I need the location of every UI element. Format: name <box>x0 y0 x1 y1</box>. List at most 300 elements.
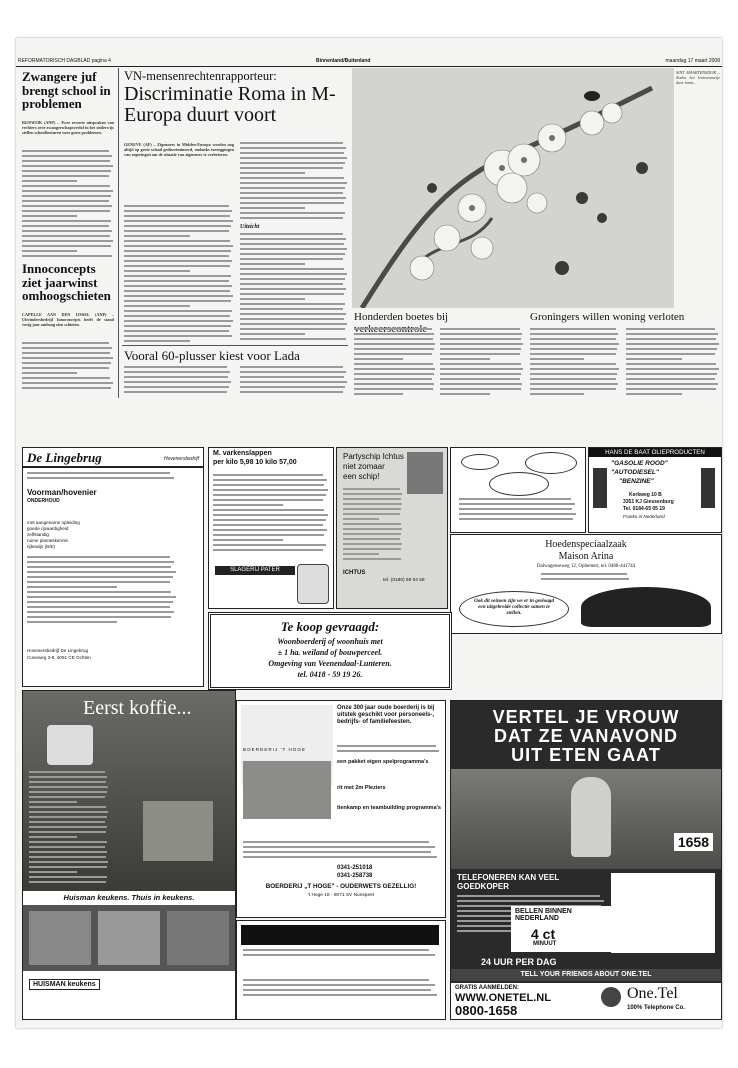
bullet: goede rijvaardigheid <box>27 526 69 531</box>
text-line <box>240 323 347 325</box>
main-body-col1 <box>124 205 234 345</box>
text-line <box>240 253 345 255</box>
headline-groningers: Groningers willen woning verloten <box>530 311 685 323</box>
text-line <box>22 235 110 237</box>
party-body <box>343 488 403 564</box>
text-line <box>243 984 435 986</box>
text-line <box>27 561 174 563</box>
ad-te-koop <box>208 612 452 690</box>
text-line <box>459 508 572 510</box>
text-line <box>22 362 111 364</box>
text-line <box>22 245 111 247</box>
coffee-cups-icon <box>47 725 93 765</box>
text-line <box>213 509 324 511</box>
body-groningers1 <box>530 328 620 398</box>
text-line <box>27 566 171 568</box>
headline-zwangere: Zwangere juf brengt school in problemen <box>22 69 111 112</box>
text-line <box>29 771 105 773</box>
body-boetes1 <box>354 328 436 398</box>
text-line <box>440 393 490 395</box>
text-line <box>354 363 433 365</box>
hoeden-stamp: Ook dit seizoen zijn we er in gesloagd een uitgebreide collectie samen te stellen. <box>459 591 569 627</box>
text-line <box>27 621 117 623</box>
text-line <box>124 235 190 237</box>
body-groningers2 <box>626 328 720 398</box>
text-line <box>124 285 232 287</box>
onetel-open: 24 UUR PER DAG <box>481 957 557 967</box>
text-line <box>22 165 113 167</box>
aansprakelijk-body2 <box>243 979 439 1003</box>
price-list <box>213 474 329 558</box>
text-line <box>354 348 434 350</box>
onetel-free: GRATIS AANMELDEN: <box>455 985 519 991</box>
onetel-h1: VERTEL JE VROUW <box>492 707 680 727</box>
text-line <box>124 220 233 222</box>
text-line <box>124 265 230 267</box>
text-line <box>27 606 170 608</box>
lingebrug-address: Cuneweg 3-8, 4051 CE Ochten <box>27 655 91 660</box>
column-rule <box>118 68 119 398</box>
text-line <box>240 303 345 305</box>
pig-icon <box>297 564 329 604</box>
blossom-image <box>352 68 674 308</box>
onetel-bellen-box <box>511 906 611 952</box>
main-lead: GENEVE (AP) – Zigeuners in Midden-Europa worden nog altijd op grote schaal gediscrimineerd, ondanks toezeggingen van regeringen om de situatie van zigeuners te verbeteren. <box>124 142 234 157</box>
ad-onetel <box>450 700 722 1020</box>
koop-l2: ± 1 ha. weiland of bouwperceel. <box>277 648 383 657</box>
text-line <box>27 576 173 578</box>
bullet: zelfstandig <box>27 532 49 537</box>
text-line <box>240 391 343 393</box>
text-line <box>354 373 434 375</box>
text-line <box>240 333 305 335</box>
text-line <box>22 150 109 152</box>
body-lada2 <box>240 366 348 396</box>
text-line <box>240 177 344 179</box>
text-line <box>27 596 176 598</box>
onetel-web: WWW.ONETEL.NL <box>455 992 551 1004</box>
text-line <box>541 573 627 575</box>
text-line <box>29 881 106 883</box>
photo-caption: SINT MAARTENSDIJK – Zodra het lentezonnetje door komt... <box>676 70 720 85</box>
text-line <box>22 195 111 197</box>
text-line <box>440 368 523 370</box>
onetel-tell: TELL YOUR FRIENDS ABOUT ONE.TEL <box>451 969 721 981</box>
bullet: met aangename opleiding <box>27 520 80 525</box>
text-line <box>440 363 521 365</box>
text-line <box>343 503 402 505</box>
text-line <box>626 383 718 385</box>
text-line <box>240 167 343 169</box>
text-line <box>626 368 719 370</box>
text-line <box>530 353 616 355</box>
varkens-title: M. varkenslappen <box>213 450 272 457</box>
text-line <box>541 578 629 580</box>
page-header <box>16 58 722 67</box>
aansprakelijk-body1 <box>243 949 439 963</box>
onetel-logo: One.Tel <box>627 985 678 1002</box>
ad-huisman-keukens <box>22 690 236 1020</box>
ad-lingebrug <box>22 447 204 687</box>
text-line <box>530 338 616 340</box>
text-line <box>29 826 107 828</box>
text-line <box>343 508 401 510</box>
text-line <box>124 366 227 368</box>
text-line <box>354 338 433 340</box>
onetel-logo2: 100% Telephone Co. <box>627 1005 685 1011</box>
text-line <box>240 207 305 209</box>
text-line <box>124 250 231 252</box>
ship-photo <box>407 452 443 494</box>
farm-photo <box>243 761 331 819</box>
text-line <box>213 519 326 521</box>
text-line <box>27 581 170 583</box>
text-line <box>22 160 110 162</box>
text-line <box>530 328 616 330</box>
farm-fax: 0341-258738 <box>337 873 373 879</box>
body-lada1 <box>124 366 232 396</box>
aansprakelijkheid-title <box>241 925 439 945</box>
text-line <box>240 268 344 270</box>
bubble-icon <box>525 452 577 474</box>
text-line <box>240 338 346 340</box>
text-line <box>213 499 323 501</box>
text-line <box>459 518 573 520</box>
text-line <box>240 258 343 260</box>
party-t3: een schip! <box>343 472 380 481</box>
lingebrug-sub: Hovenersbedrijf <box>163 456 199 462</box>
text-line <box>343 518 379 520</box>
text-line <box>124 240 230 242</box>
text-line <box>124 310 232 312</box>
text-line <box>240 243 344 245</box>
text-line <box>343 523 401 525</box>
headline-innoconcepts: Innoconcepts ziet jaarwinst omhoogschieten <box>22 261 111 304</box>
text-line <box>27 611 174 613</box>
text-line <box>29 791 107 793</box>
text-line <box>626 373 717 375</box>
onetel-rate-table <box>611 873 715 953</box>
text-line <box>354 388 433 390</box>
text-line <box>27 477 174 479</box>
text-line <box>440 373 521 375</box>
kitchen-unit <box>143 801 213 861</box>
koop-tel: tel. 0418 - 59 19 26. <box>297 670 363 679</box>
text-line <box>240 142 343 144</box>
farm-headline: Onze 300 jaar oude boerderij is bij uitstek geschikt voor personeels-, bedrijfs- of familiefeesten. <box>337 705 435 725</box>
text-line <box>213 544 326 546</box>
text-line <box>459 513 576 515</box>
text-line <box>240 313 346 315</box>
ad-slagerij <box>208 447 334 609</box>
lead-zwangere: RIJSWIJK (ANP) – Twee recente uitspraken van rechters over zwangerschapsverlof in het onderwijs stellen schoolbesturen voor grote problemen. <box>22 120 114 135</box>
text-line <box>29 801 77 803</box>
headline-lada: Vooral 60-plusser kiest voor Lada <box>124 348 300 363</box>
lingebrug-intro <box>27 472 177 486</box>
text-line <box>22 215 77 217</box>
text-line <box>213 529 327 531</box>
text-line <box>343 543 402 545</box>
text-line <box>27 472 170 474</box>
text-line <box>29 851 107 853</box>
koop-title: Te koop gevraagd: <box>280 619 380 634</box>
text-line <box>29 871 77 873</box>
text-line <box>337 750 439 752</box>
text-line <box>343 488 400 490</box>
text-line <box>124 391 227 393</box>
text-line <box>29 811 108 813</box>
text-line <box>626 358 682 360</box>
text-line <box>243 989 431 991</box>
text-line <box>530 363 616 365</box>
text-line <box>213 489 328 491</box>
text-line <box>29 831 106 833</box>
text-line <box>440 383 522 385</box>
text-line <box>124 280 229 282</box>
text-line <box>243 979 429 981</box>
main-body-col2 <box>240 142 348 222</box>
slagerij-logo: SLAGERIJ PATER <box>215 566 295 575</box>
farm-body <box>243 841 439 861</box>
text-line <box>29 781 106 783</box>
party-t2: niet zomaar <box>343 462 385 471</box>
text-line <box>626 338 716 340</box>
text-line <box>124 386 229 388</box>
lead-innoconcepts: CAPELLE AAN DEN IJSSEL (ANP) – Uitvindersbedrijf Innoconcepts heeft de stand vorig jaar omhoog zien schieten. <box>22 312 114 327</box>
body-zwangere <box>22 150 114 260</box>
text-line <box>124 260 232 262</box>
text-line <box>22 250 77 252</box>
text-line <box>354 393 403 395</box>
text-line <box>240 318 344 320</box>
text-line <box>22 352 110 354</box>
lingebrug-name: De Lingebrug <box>27 450 102 465</box>
text-line <box>29 821 105 823</box>
text-line <box>22 225 109 227</box>
ad-aansprakelijkheid <box>236 920 446 1020</box>
text-line <box>22 170 111 172</box>
text-line <box>29 776 107 778</box>
text-line <box>530 383 618 385</box>
text-line <box>240 197 346 199</box>
text-line <box>530 343 619 345</box>
huisman-logo: HUISMAN keukens <box>29 979 100 990</box>
text-line <box>22 190 113 192</box>
text-line <box>240 308 343 310</box>
bullet: rijbewijs (B/E) <box>27 544 56 549</box>
onetel-h2: DAT ZE VANAVOND <box>494 726 678 746</box>
text-line <box>240 288 346 290</box>
text-line <box>440 338 521 340</box>
bubble-icon <box>489 472 549 496</box>
text-line <box>124 205 229 207</box>
text-line <box>440 333 522 335</box>
text-line <box>124 210 232 212</box>
text-line <box>354 383 434 385</box>
party-title: Partyschip Ichtus <box>343 452 404 461</box>
text-line <box>343 538 400 540</box>
text-line <box>240 376 344 378</box>
ad-speech-bubbles <box>450 447 586 533</box>
text-line <box>626 378 715 380</box>
text-line <box>243 954 435 956</box>
farm-intro <box>337 745 441 757</box>
text-line <box>124 381 231 383</box>
text-line <box>240 147 346 149</box>
text-line <box>213 549 323 551</box>
text-line <box>27 616 171 618</box>
text-line <box>354 368 435 370</box>
text-line <box>440 388 521 390</box>
text-line <box>240 328 345 330</box>
lingebrug-contact: Hovenersbedrijf De Lingebrug <box>27 648 89 653</box>
text-line <box>29 806 106 808</box>
text-line <box>213 514 328 516</box>
baat-title: HANS DE BAAT OLIEPRODUCTEN <box>589 448 721 457</box>
text-line <box>124 330 229 332</box>
text-line <box>29 866 107 868</box>
ichtus-logo: ICHTUS <box>343 570 366 576</box>
farm-bullet1: een pakket eigen spelprogramma's <box>337 759 429 765</box>
lingebrug-job: Voorman/hovenier <box>27 488 97 497</box>
bubble-body <box>459 498 577 526</box>
headline-boetes: Honderden boetes bij <box>354 311 449 323</box>
text-line <box>22 220 111 222</box>
text-line <box>27 586 117 588</box>
onetel-h3: UIT ETEN GAAT <box>511 745 661 765</box>
farm-bullet3: tienkamp en teambuilding programma's <box>337 805 441 811</box>
text-line <box>354 378 432 380</box>
text-line <box>124 290 230 292</box>
varkens-price: per kilo 5,98 10 kilo 57,00 <box>213 459 297 466</box>
header-date: maandag 17 maart 2008 <box>665 58 720 64</box>
hoeden-addr: Dalwagenseweg 12, Ophemert, tel. 0488-441744 <box>536 564 636 569</box>
farm-addr: 't Hoge 18 - 8071 SV Nunspeet <box>307 893 375 898</box>
text-line <box>343 528 402 530</box>
hoeden-name: Maison Arina <box>558 551 614 562</box>
text-line <box>29 861 108 863</box>
text-line <box>343 548 401 550</box>
text-line <box>354 343 435 345</box>
text-line <box>27 571 176 573</box>
text-line <box>626 343 719 345</box>
fuel-can-icon <box>701 468 715 508</box>
text-line <box>29 841 107 843</box>
text-line <box>22 342 109 344</box>
onetel-footer <box>451 983 721 1019</box>
text-line <box>22 387 111 389</box>
text-line <box>530 333 618 335</box>
text-line <box>440 358 490 360</box>
text-line <box>213 474 323 476</box>
text-line <box>29 796 105 798</box>
text-line <box>240 366 343 368</box>
bellen-cent: 4 ct <box>531 926 556 942</box>
baat-l3: "BENZINE" <box>619 478 654 485</box>
text-line <box>240 212 345 214</box>
text-line <box>354 358 403 360</box>
text-line <box>124 245 233 247</box>
text-line <box>124 295 233 297</box>
text-line <box>343 498 401 500</box>
text-line <box>124 255 229 257</box>
text-line <box>530 373 617 375</box>
text-line <box>243 846 435 848</box>
text-line <box>22 382 113 384</box>
text-line <box>22 200 109 202</box>
text-line <box>626 348 717 350</box>
bullet: ruime planteskennis <box>27 538 68 543</box>
text-line <box>240 293 344 295</box>
text-line <box>240 152 344 154</box>
kicker: VN-mensenrechtenrapporteur: <box>124 69 277 83</box>
text-line <box>530 388 616 390</box>
bellen-min: MINUUT <box>533 941 557 947</box>
text-line <box>530 393 584 395</box>
text-line <box>243 949 429 951</box>
text-line <box>124 335 232 337</box>
text-line <box>124 340 190 342</box>
text-line <box>29 836 77 838</box>
text-line <box>240 298 305 300</box>
text-line <box>243 851 431 853</box>
text-line <box>240 182 347 184</box>
main-body-col3 <box>240 233 348 345</box>
farm-slogan: BOERDERIJ „T HOGE" - OUDERWETS GEZELLIG! <box>265 883 417 890</box>
onetel-globe-icon <box>601 987 621 1007</box>
text-line <box>29 816 107 818</box>
text-line <box>530 368 619 370</box>
thumb-photo <box>98 911 160 965</box>
fuel-can-icon <box>593 468 607 508</box>
body-boetes2 <box>440 328 524 398</box>
text-line <box>626 328 715 330</box>
text-line <box>22 180 77 182</box>
text-line <box>213 479 327 481</box>
text-line <box>440 353 520 355</box>
text-line <box>240 263 305 265</box>
text-line <box>457 895 600 897</box>
farm-name: BOERDERIJ 'T HOGE <box>243 747 306 752</box>
text-line <box>27 556 170 558</box>
bubble-icon <box>461 454 499 470</box>
text-line <box>343 553 379 555</box>
text-line <box>440 328 520 330</box>
text-line <box>124 325 231 327</box>
text-line <box>240 202 344 204</box>
baat-l2: "AUTODIESEL" <box>611 469 659 476</box>
thumb-photo <box>29 911 91 965</box>
text-line <box>124 275 231 277</box>
farm-phone: 0341-251018 <box>337 865 373 871</box>
text-line <box>240 157 347 159</box>
text-line <box>243 841 429 843</box>
party-tel: tel. (0180) 59 04 59 <box>383 578 425 583</box>
farm-bullet2: rit met 2m Pleziers <box>337 785 386 791</box>
baat-note: Franko in Nederland <box>623 514 665 519</box>
text-line <box>240 233 343 235</box>
onetel-num: 0800-1658 <box>455 1003 518 1018</box>
text-line <box>243 994 437 996</box>
text-line <box>22 230 112 232</box>
text-line <box>27 601 173 603</box>
text-line <box>22 377 110 379</box>
text-line <box>240 187 345 189</box>
text-line <box>29 846 105 848</box>
body-innoconcepts <box>22 342 114 394</box>
text-line <box>22 175 109 177</box>
text-line <box>213 524 323 526</box>
